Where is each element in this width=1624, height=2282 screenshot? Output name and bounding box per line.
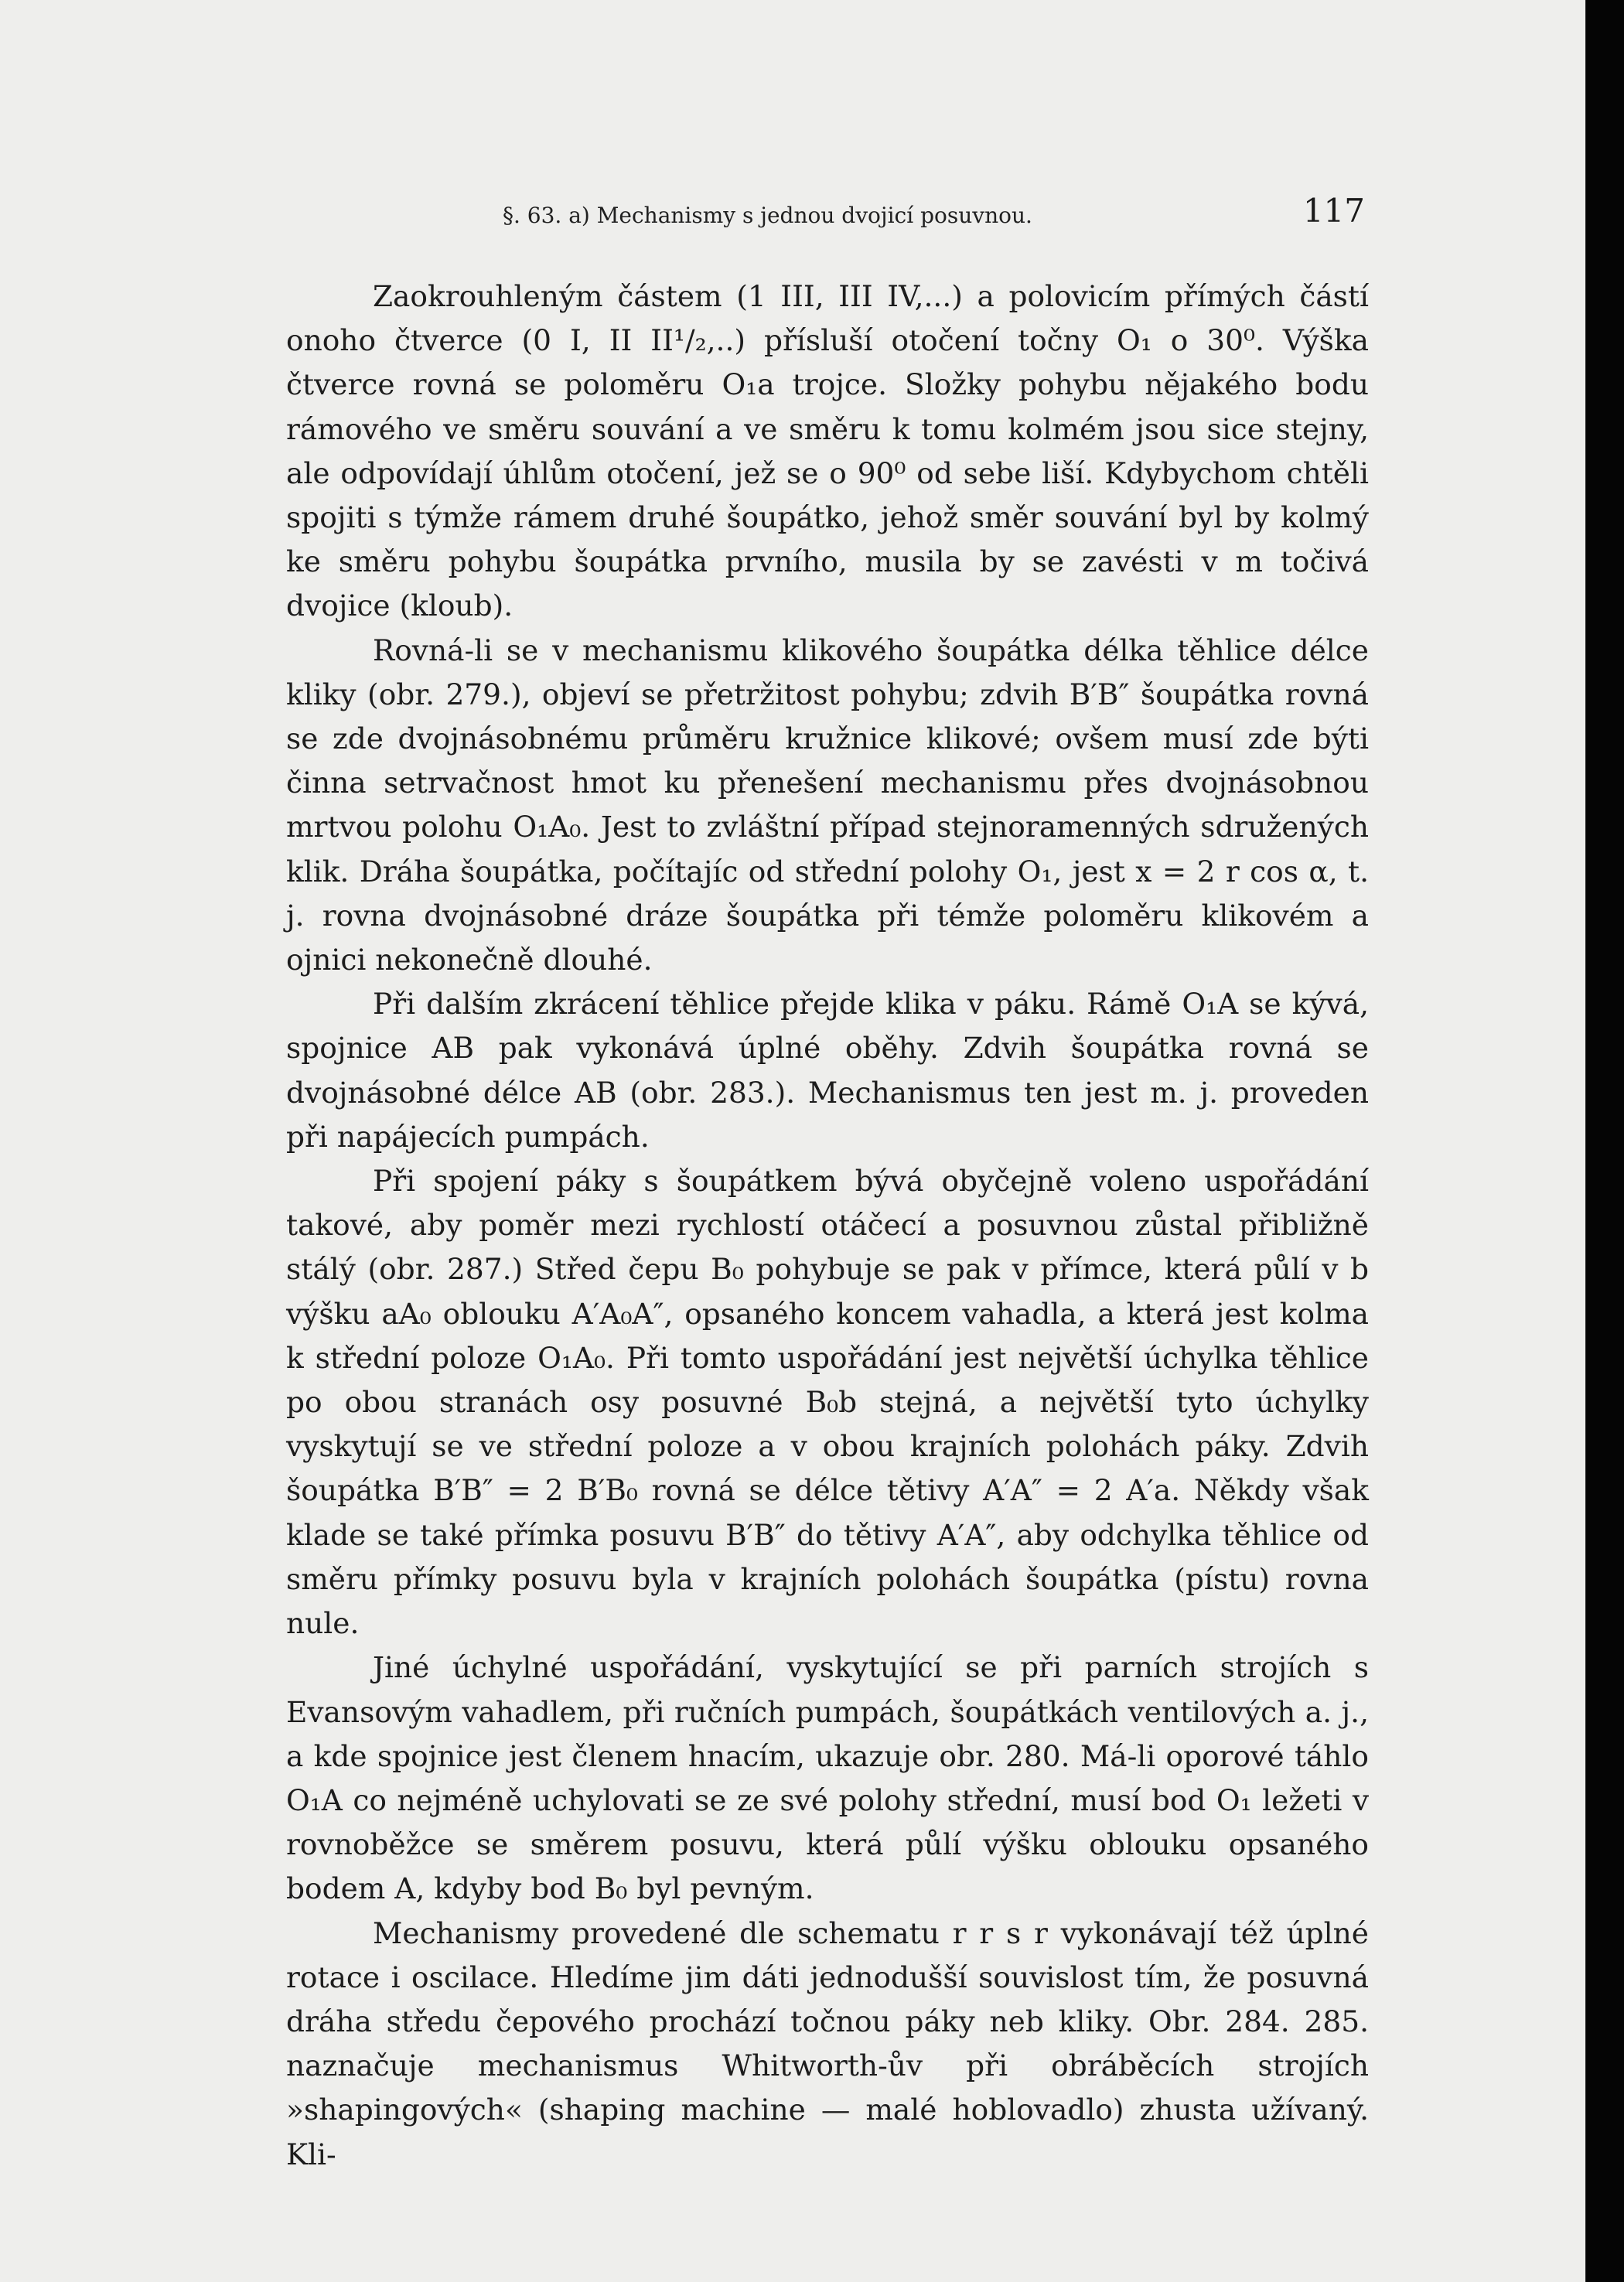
paragraph: Mechanismy provedené dle schematu r r s r vykonávají též úplné rotace i oscilace. Hledíme jim dáti jednodušší souvislost tím, že posuvná dráha středu čepového prochází točnou páky neb kliky. Obr. 284. 285. naznačuje mechanismus Whitworth-ův při obráběcích strojích »shapingových« (shaping machine — malé hoblovadlo) zhusta užívaný. Kli- bbox=[286, 1915, 1369, 2171]
paragraph: Zaokrouhleným částem (1 III, III IV,...) a polovicím přímých částí onoho čtverce (0 I, II II¹/₂,..) přísluší otočení točny O₁ o 30⁰. Výška čtverce rovná se poloměru O₁a trojce. Složky pohybu nějakého bodu rámového ve směru souvání a ve směru k tomu kolmém jsou sice stejny, ale odpovídají úhlům otočení, jež se o 90⁰ od sebe liší. Kdybychom chtěli spojiti s týmže rámem druhé šoupátko, jehož směr souvání byl by kolmý ke směru pohybu šoupátka prvního, musila by se zavésti v m točivá dvojice (kloub). bbox=[286, 279, 1369, 623]
paragraph: Rovná-li se v mechanismu klikového šoupátka délka těhlice délce kliky (obr. 279.), objeví se přetržitost pohybu; zdvih B′B″ šoupátka rovná se zde dvojnásobnému průměru kružnice klikové; ovšem musí zde býti činna setrvačnost hmot ku přenešení mechanismu přes dvojnásobnou mrtvou polohu O₁A₀. Jest to zvláštní případ stejnoramenných sdružených klik. Dráha šoupátka, počítajíc od střední polohy O₁, jest x = 2 r cos α, t. j. rovna dvojnásobné dráze šoupátka při témže poloměru klikovém a ojnici nekonečně dlouhé. bbox=[286, 633, 1369, 977]
page-body bbox=[286, 275, 1369, 2177]
page-header bbox=[503, 192, 1365, 238]
page-number: 117 bbox=[1302, 192, 1365, 230]
paragraph: Jiné úchylné uspořádání, vyskytující se při parních strojích s Evansovým vahadlem, při ručních pumpách, šoupátkách ventilových a. j., a kde spojnice jest členem hnacím, ukazuje obr. 280. Má-li oporové táhlo O₁A co nejméně uchylovati se ze své polohy střední, musí bod O₁ ležeti v rovnoběžce se směrem posuvu, která půlí výšku oblouku opsaného bodem A, kdyby bod B₀ byl pevným. bbox=[286, 1650, 1369, 1906]
paragraph: Při dalším zkrácení těhlice přejde klika v páku. Rámě O₁A se kývá, spojnice AB pak vykonává úplné oběhy. Zdvih šoupátka rovná se dvojnásobné délce AB (obr. 283.). Mechanismus ten jest m. j. proveden při napájecích pumpách. bbox=[286, 987, 1369, 1154]
running-head: §. 63. a) Mechanismy s jednou dvojicí posuvnou. bbox=[503, 203, 1032, 228]
paragraph: Při spojení páky s šoupátkem bývá obyčejně voleno uspořádání takové, aby poměr mezi rychlostí otáčecí a posuvnou zůstal přibližně stálý (obr. 287.) Střed čepu B₀ pohybuje se pak v přímce, která půlí v b výšku aA₀ oblouku A′A₀A″, opsaného koncem vahadla, a která jest kolma k střední poloze O₁A₀. Při tomto uspořádání jest největší úchylka těhlice po obou stranách osy posuvné B₀b stejná, a největší tyto úchylky vyskytují se ve střední poloze a v obou krajních polohách páky. Zdvih šoupátka B′B″ = 2 B′B₀ rovná se délce tětivy A′A″ = 2 A′a. Někdy však klade se také přímka posuvu B′B″ do tětivy A′A″, aby odchylka těhlice od směru přímky posuvu byla v krajních polohách šoupátka (pístu) rovna nule. bbox=[286, 1164, 1369, 1641]
